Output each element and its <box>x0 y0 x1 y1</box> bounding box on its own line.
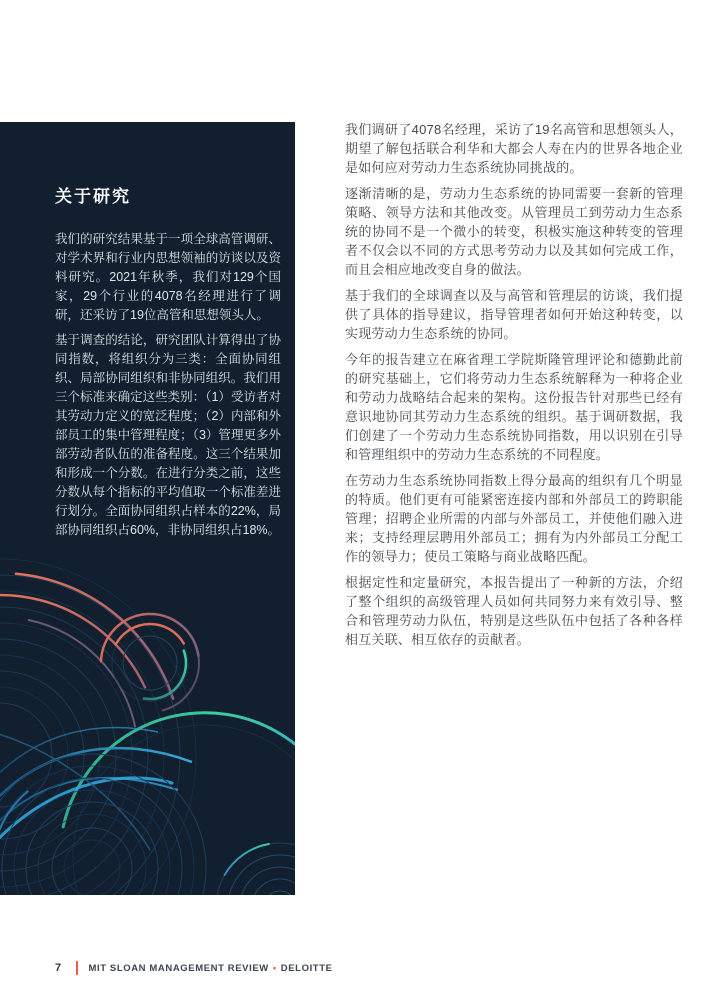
about-panel-paragraph: 我们的研究结果基于一项全球高管调研、对学术界和行业内思想领袖的访谈以及资料研究。2021年秋季，我们对129个国家，29个行业的4078名经理进行了调研，还采访了19位高管和思想领头人。 <box>55 232 281 322</box>
article-body <box>345 120 683 656</box>
about-panel-content <box>0 122 295 540</box>
article-paragraph: 在劳动力生态系统协同指数上得分最高的组织有几个明显的特质。他们更有可能紧密连接内部和外部员工的跨职能管理；招聘企业所需的内部与外部员工，并使他们融入进来；支持经理层聘用外部员工；拥有为内外部员工分配工作的领导力；使员工策略与商业战略匹配。 <box>345 473 683 564</box>
page-number: 7 <box>55 962 62 974</box>
article-paragraph: 根据定性和定量研究，本报告提出了一种新的方法，介绍了整个组织的高级管理人员如何共同努力来有效引导、整合和管理劳动力队伍，特别是这些队伍中包括了各种各样相互关联、相互依存的贡献者。 <box>345 575 683 647</box>
decorative-circles-art <box>0 550 295 895</box>
article-paragraph: 今年的报告建立在麻省理工学院斯隆管理评论和德勤此前的研究基础上，它们将劳动力生态系统解释为一种将企业和劳动力战略结合起来的架构。这份报告针对那些已经有意识地协同其劳动力生态系统的组织。基于调研数据，我们创建了一个劳动力生态系统协同指数，用以识别在引导和管理组织中的劳动力生态系统的不同程度。 <box>345 352 683 462</box>
article-paragraph: 基于我们的全球调查以及与高管和管理层的访谈，我们提供了具体的指导建议，指导管理者如何开始这种转变，以实现劳动力生态系统的协同。 <box>345 288 683 341</box>
footer-separator-dot: • <box>272 962 277 974</box>
footer-brand-line <box>89 963 333 974</box>
about-panel-paragraph: 基于调查的结论，研究团队计算得出了协同指数，将组织分为三类：全面协同组织、局部协同组织和非协同组织。我们用三个标准来确定这些类别：（1）受访者对其劳动力定义的宽泛程度；（2）内部和外部员工的集中管理程度；（3）管理更多外部劳动者队伍的准备程度。这三个结果加和形成一个分数。在进行分类之前，这些分数从每个指标的平均值取一个标准差进行划分。全面协同组织占样本的22%，局部协同组织占60%，非协同组织占18%。 <box>55 333 281 537</box>
footer-publication-text: MIT SLOAN MANAGEMENT REVIEW <box>88 962 269 974</box>
footer-divider <box>76 961 78 975</box>
about-panel-title: 关于研究 <box>55 187 131 206</box>
article-paragraph: 我们调研了4078名经理，采访了19名高管和思想领头人，期望了解包括联合利华和大都会人寿在内的世界各地企业是如何应对劳动力生态系统协同挑战的。 <box>345 122 683 175</box>
article-paragraph: 逐渐清晰的是，劳动力生态系统的协同需要一套新的管理策略、领导方法和其他改变。从管理员工到劳动力生态系统的协同不是一个微小的转变，积极实施这种转变的管理者不仅会以不同的方式思考劳动力以及其如何完成工作，而且会相应地改变自身的做法。 <box>345 186 683 277</box>
circle-group-bottom-left <box>0 754 206 895</box>
page-footer <box>55 960 333 976</box>
circle-group-bottom-right <box>216 843 295 895</box>
footer-partner-text: DELOITTE <box>280 962 333 974</box>
about-research-panel <box>0 122 295 895</box>
